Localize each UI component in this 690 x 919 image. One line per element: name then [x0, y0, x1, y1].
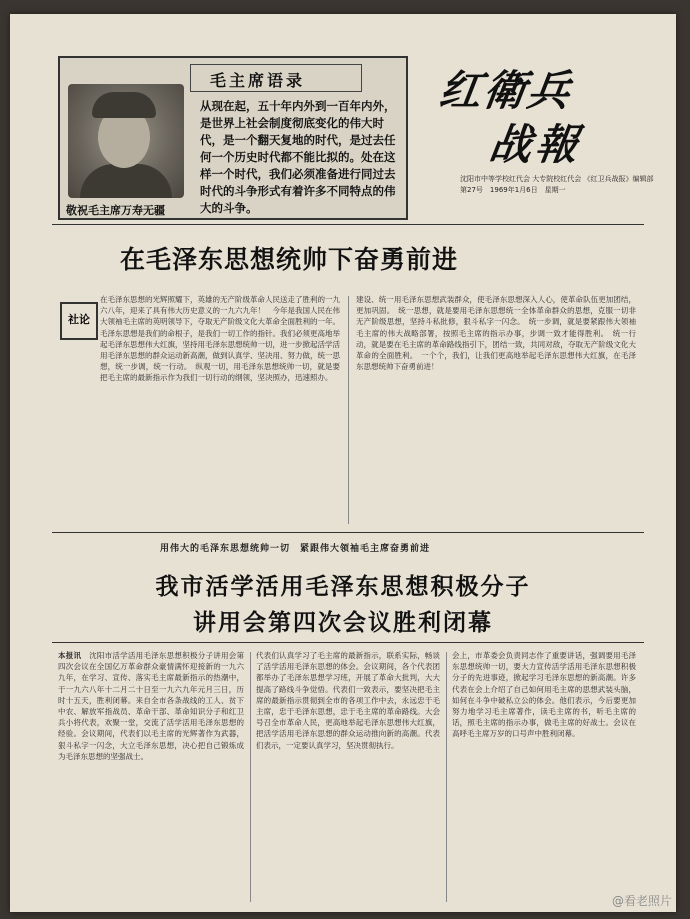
portrait-image: [68, 84, 184, 198]
lead-column-2: 建设、统一用毛泽东思想武装群众，使毛泽东思想深入人心，使革命队伍更加团结，更加巩固。 统一思想，就是要用毛泽东思想统一全体革命群众的思想，克服一切非无产阶级思想，坚持斗私批修，狠斗私字一闪念。 统一步调，就是要紧跟伟大领袖毛主席的伟大战略部署，按照毛主席的指示办事，步调一致才能得胜利。 统一行动，就是要在毛主席的革命路线指引下，团结一致，共同对敌，夺取无产阶级文化大革命的全面胜利。 一个个，我们，让我们更高地举起毛泽东思想伟大红旗，在毛泽东思想统帅下奋勇前进！: [356, 295, 636, 372]
lead-headline: 在毛泽东思想统帅下奋勇前进: [120, 245, 459, 274]
secondary-headline-line1: 我市活学活用毛泽东思想积极分子: [155, 574, 531, 600]
secondary-column-3: 会上，市革委会负责同志作了重要讲话，强调要用毛泽东思想统帅一切，要大力宣传活学活用毛泽东思想积极分子的先进事迹，掀起学习毛泽东思想的新高潮。许多代表在会上介绍了自己如何用毛主席的思想武装头脑，如何在斗争中破私立公的体会。他们表示，今后要更加努力地学习毛主席著作，读毛主席的书，听毛主席的话，照毛主席的指示办事，做毛主席的好战士。会议在高呼毛主席万岁的口号声中胜利闭幕。: [452, 651, 636, 739]
secondary-column-2: 代表们认真学习了毛主席的最新指示，联系实际，畅谈了活学活用毛泽东思想的体会。会议期间，各个代表团都举办了毛泽东思想学习班，开展了革命大批判，大大提高了路线斗争觉悟。代表们一致表示，要坚决把毛主席的最新指示贯彻到全市的各项工作中去，永远忠于毛主席，忠于毛泽东思想，忠于毛主席的革命路线。大会号召全市革命人民，更高地举起毛泽东思想伟大红旗，把活学活用毛泽东思想的群众运动推向新的高潮。代表们表示，一定要认真学习，坚决贯彻执行。: [256, 651, 440, 750]
secondary-subhead: 用伟大的毛泽东思想统帅一切 紧跟伟大领袖毛主席奋勇前进: [160, 544, 431, 554]
quotation-box: [58, 56, 408, 220]
dateline: 本报讯: [58, 651, 82, 660]
column-divider: [446, 652, 447, 902]
portrait-body: [80, 164, 172, 198]
masthead: [436, 54, 640, 169]
mid-rule: [52, 532, 644, 533]
secondary-column-1: [58, 650, 244, 905]
issue-line: 第27号 1969年1月6日 星期一: [460, 186, 566, 194]
editorial-badge: 社论: [60, 302, 98, 340]
publication-info: [460, 174, 665, 196]
column-divider: [348, 296, 349, 524]
portrait-cap: [92, 92, 156, 118]
lead-column-1: 在毛泽东思想的光辉照耀下，英雄的无产阶级革命人民送走了胜利的一九六八年，迎来了具有伟大历史意义的一九六九年！ 今年是我国人民在伟大领袖毛主席的英明领导下，夺取无产阶级文化大革命全面胜利的一年。毛泽东思想是我们的命根子，是我们一切工作的指针。我们必须更高地举起毛泽东思想伟大红旗，坚持用毛泽东思想统帅一切，进一步掀起活学活用毛泽东思想的群众运动新高潮，做到认真学、坚决用、努力做，统一思想，统一步调，统一行动。 纵观一切，用毛泽东思想统帅一切，就是要把毛主席的最新指示作为我们一切行动的纲领，坚决照办，迅速照办。: [100, 295, 340, 383]
secondary-column-1-text: 沈阳市活学活用毛泽东思想积极分子讲用会第四次会议在全国亿万革命群众豪情满怀迎接新的一九六九年，在学习、宣传、落实毛主席最新指示的热潮中，于一九六八年十二月二十日至一九六九年元月三日，历时十五天，胜利闭幕。来自全市各条战线的工人、贫下中农、解放军指战员、革命干部、革命知识分子和红卫兵小将代表，欢聚一堂，交流了活学活用毛泽东思想的经验。会议期间，代表们以毛主席的光辉著作为武器，狠斗私字一闪念，大立毛泽东思想，决心把自己锻炼成为毛泽东思想的坚强战士。: [58, 651, 244, 761]
watermark: @看老照片: [611, 894, 672, 908]
portrait-caption: 敬祝毛主席万寿无疆: [66, 204, 165, 217]
top-rule: [52, 224, 644, 225]
masthead-title-line1: 红衛兵: [436, 66, 576, 115]
publisher-line: 沈阳市中等学校红代会 大专院校红代会 《红卫兵战报》编辑部: [460, 175, 654, 183]
column-divider: [250, 652, 251, 902]
lower-rule: [52, 642, 644, 643]
masthead-title-line2: 战報: [486, 120, 586, 169]
secondary-headline-line2: 讲用会第四次会议胜利闭幕: [193, 610, 493, 636]
quote-title: 毛主席语录: [210, 71, 306, 90]
quote-text: 从现在起，五十年内外到一百年内外，是世界上社会制度彻底变化的伟大时代，是一个翻天复地的时代，是过去任何一个历史时代都不能比拟的。处在这样一个时代，我们必须准备进行同过去时代的斗争形式有着许多不同特点的伟大的斗争。: [200, 99, 396, 215]
newspaper-page: [10, 14, 676, 912]
